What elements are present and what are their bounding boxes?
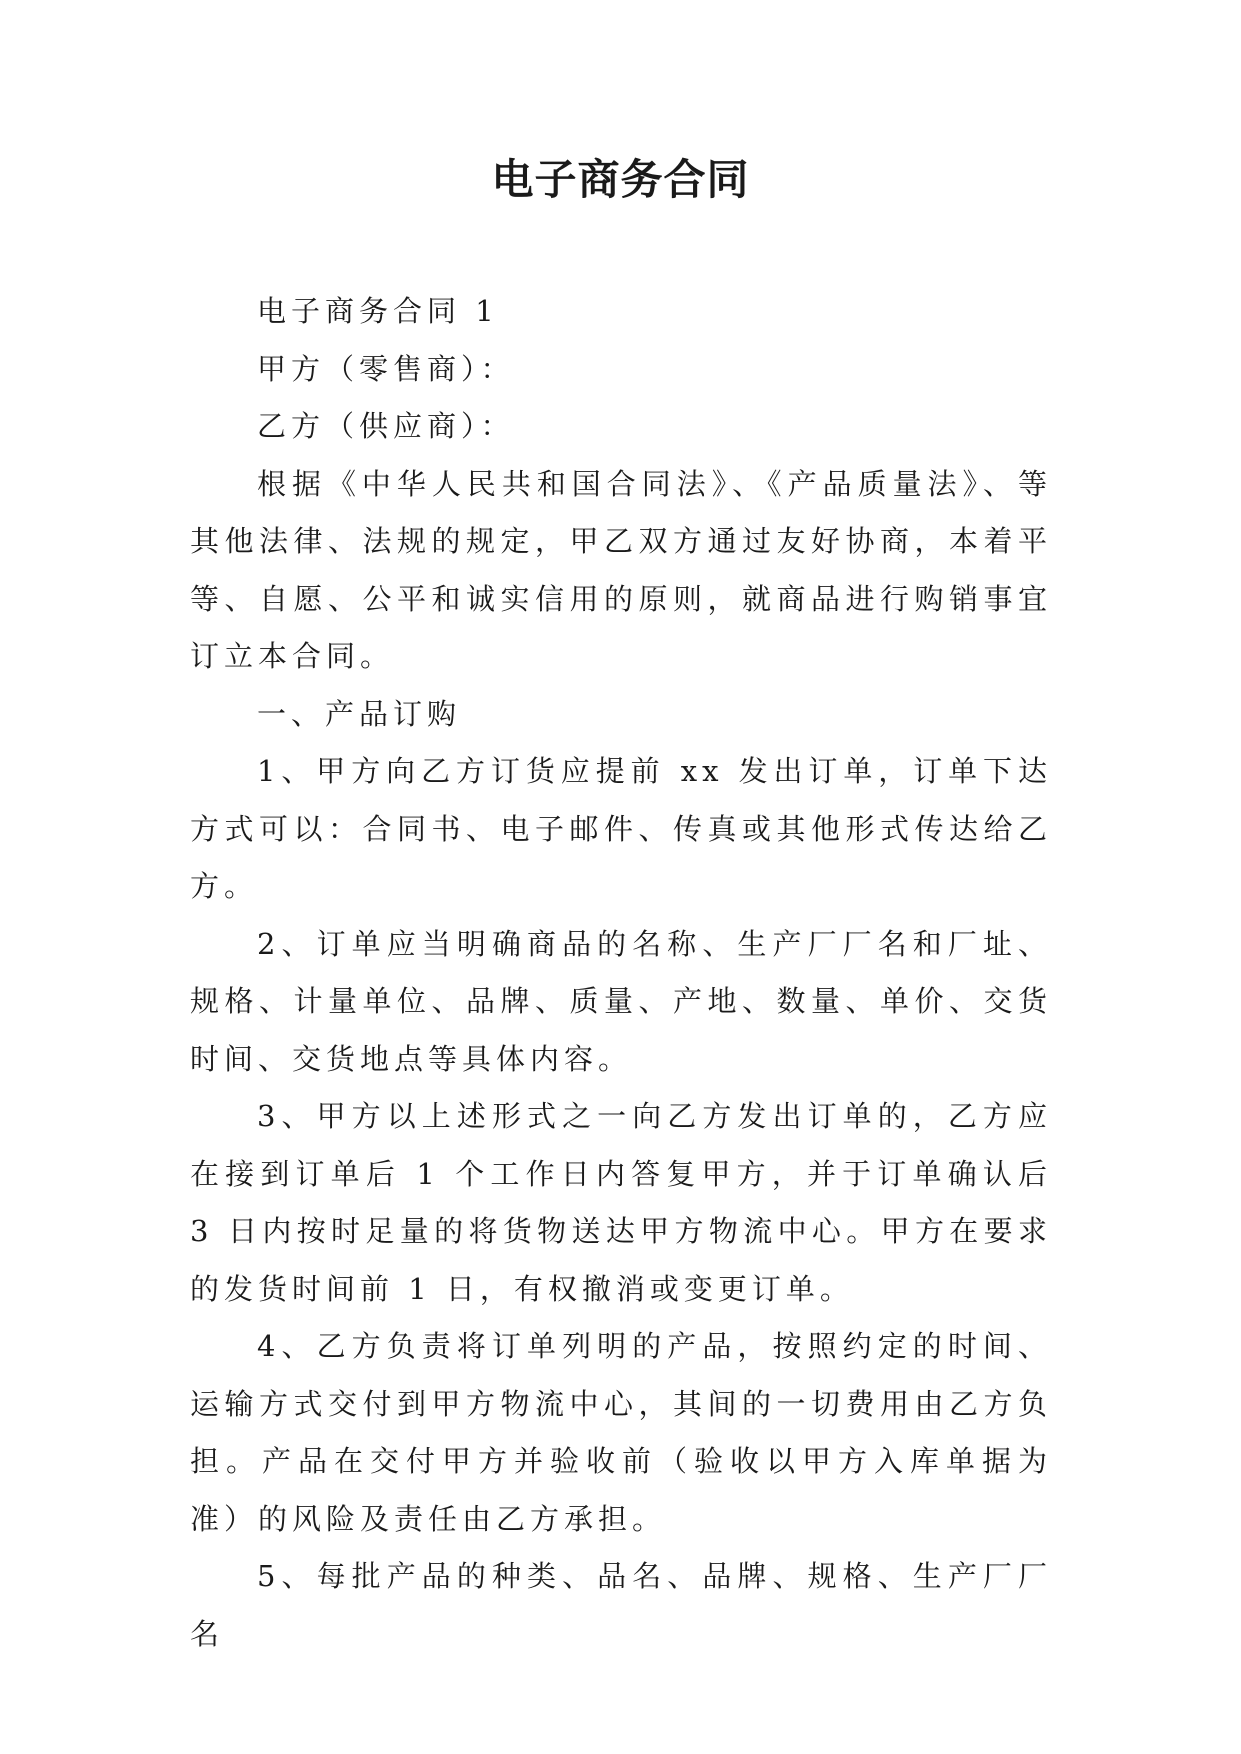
party-b-line: 乙方（供应商）： xyxy=(257,409,515,443)
preamble-paragraph: 根据《中华人民共和国合同法》、《产品质量法》、等其他法律、法规的规定，甲乙双方通过友好协商，本着平等、自愿、公平和诚实信用的原则，就商品进行购销事宜订立本合同。 xyxy=(190,466,1052,673)
section-heading-product-order: 一、产品订购 xyxy=(257,696,462,731)
clause-1: 1、甲方向乙方订货应提前 xx 发出订单，订单下达方式可以：合同书、电子邮件、传真或其他形式传达给乙方。 xyxy=(190,754,1052,903)
document-title: 电子商务合同 xyxy=(491,155,750,204)
clause-5: 5、每批产品的种类、品名、品牌、规格、生产厂厂名 xyxy=(190,1559,1052,1651)
clause-3: 3、甲方以上述形式之一向乙方发出订单的，乙方应在接到订单后 1 个工作日内答复甲方，并于订单确认后 3 日内按时足量的将货物送达甲方物流中心。甲方在要求的发货时间前 1 日，有权撤消或变更订单。 xyxy=(190,1099,1052,1306)
contract-subtitle: 电子商务合同 1 xyxy=(257,294,499,328)
clause-2: 2、订单应当明确商品的名称、生产厂厂名和厂址、规格、计量单位、品牌、质量、产地、数量、单价、交货时间、交货地点等具体内容。 xyxy=(190,926,1052,1076)
clause-4: 4、乙方负责将订单列明的产品，按照约定的时间、运输方式交付到甲方物流中心，其间的一切费用由乙方负担。产品在交付甲方并验收前（验收以甲方入库单据为准）的风险及责任由乙方承担。 xyxy=(190,1329,1052,1536)
party-a-line: 甲方（零售商）： xyxy=(257,351,515,386)
document-body xyxy=(190,283,1052,1663)
